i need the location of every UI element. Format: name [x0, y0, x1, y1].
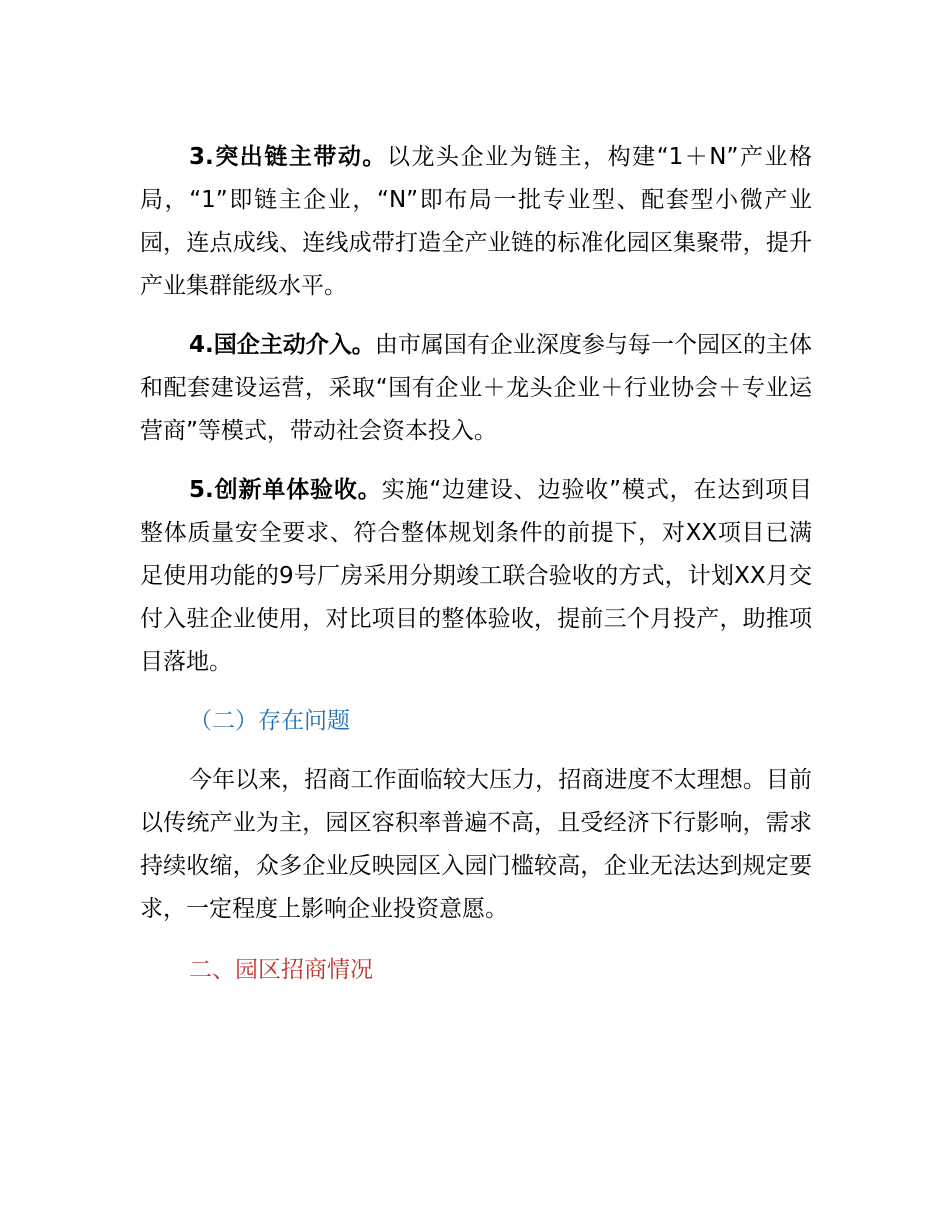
paragraph-chain-leader	[140, 136, 812, 308]
paragraph-lead: 5.创新单体验收。	[189, 477, 382, 503]
paragraph-single-acceptance	[140, 469, 812, 684]
paragraph-problems: 今年以来，招商工作面临较大压力，招商进度不太理想。目前以传统产业为主，园区容积率普遍不高，且受经济下行影响，需求持续收缩，众多企业反映园区入园门槛较高，企业无法达到规定要求，一定程度上影响企业投资意愿。	[140, 767, 812, 922]
subheading-existing-problems: （二）存在问题	[189, 708, 350, 734]
paragraph-text: 以龙头企业为链主，构建“1＋N”产业格局，“1”即链主企业，“N”即布局一批专业型、配套型小微产业园，连点成线、连线成带打造全产业链的标准化园区集聚带，提升产业集群能级水平。	[140, 144, 812, 299]
section-heading-investment: 二、园区招商情况	[189, 957, 373, 983]
paragraph-lead: 4.国企主动介入。	[189, 332, 375, 358]
paragraph-lead: 3.突出链主带动。	[189, 144, 387, 170]
paragraph-soe-involvement	[140, 324, 812, 453]
document-body	[140, 136, 812, 992]
paragraph-text: 由市属国有企业深度参与每一个园区的主体和配套建设运营，采取“国有企业＋龙头企业＋行业协会＋专业运营商”等模式，带动社会资本投入。	[140, 332, 813, 444]
paragraph-text: 实施“边建设、边验收”模式，在达到项目整体质量安全要求、符合整体规划条件的前提下，对XX项目已满足使用功能的9号厂房采用分期竣工联合验收的方式，计划XX月交付入驻企业使用，对比项目的整体验收，提前三个月投产，助推项目落地。	[140, 477, 812, 675]
